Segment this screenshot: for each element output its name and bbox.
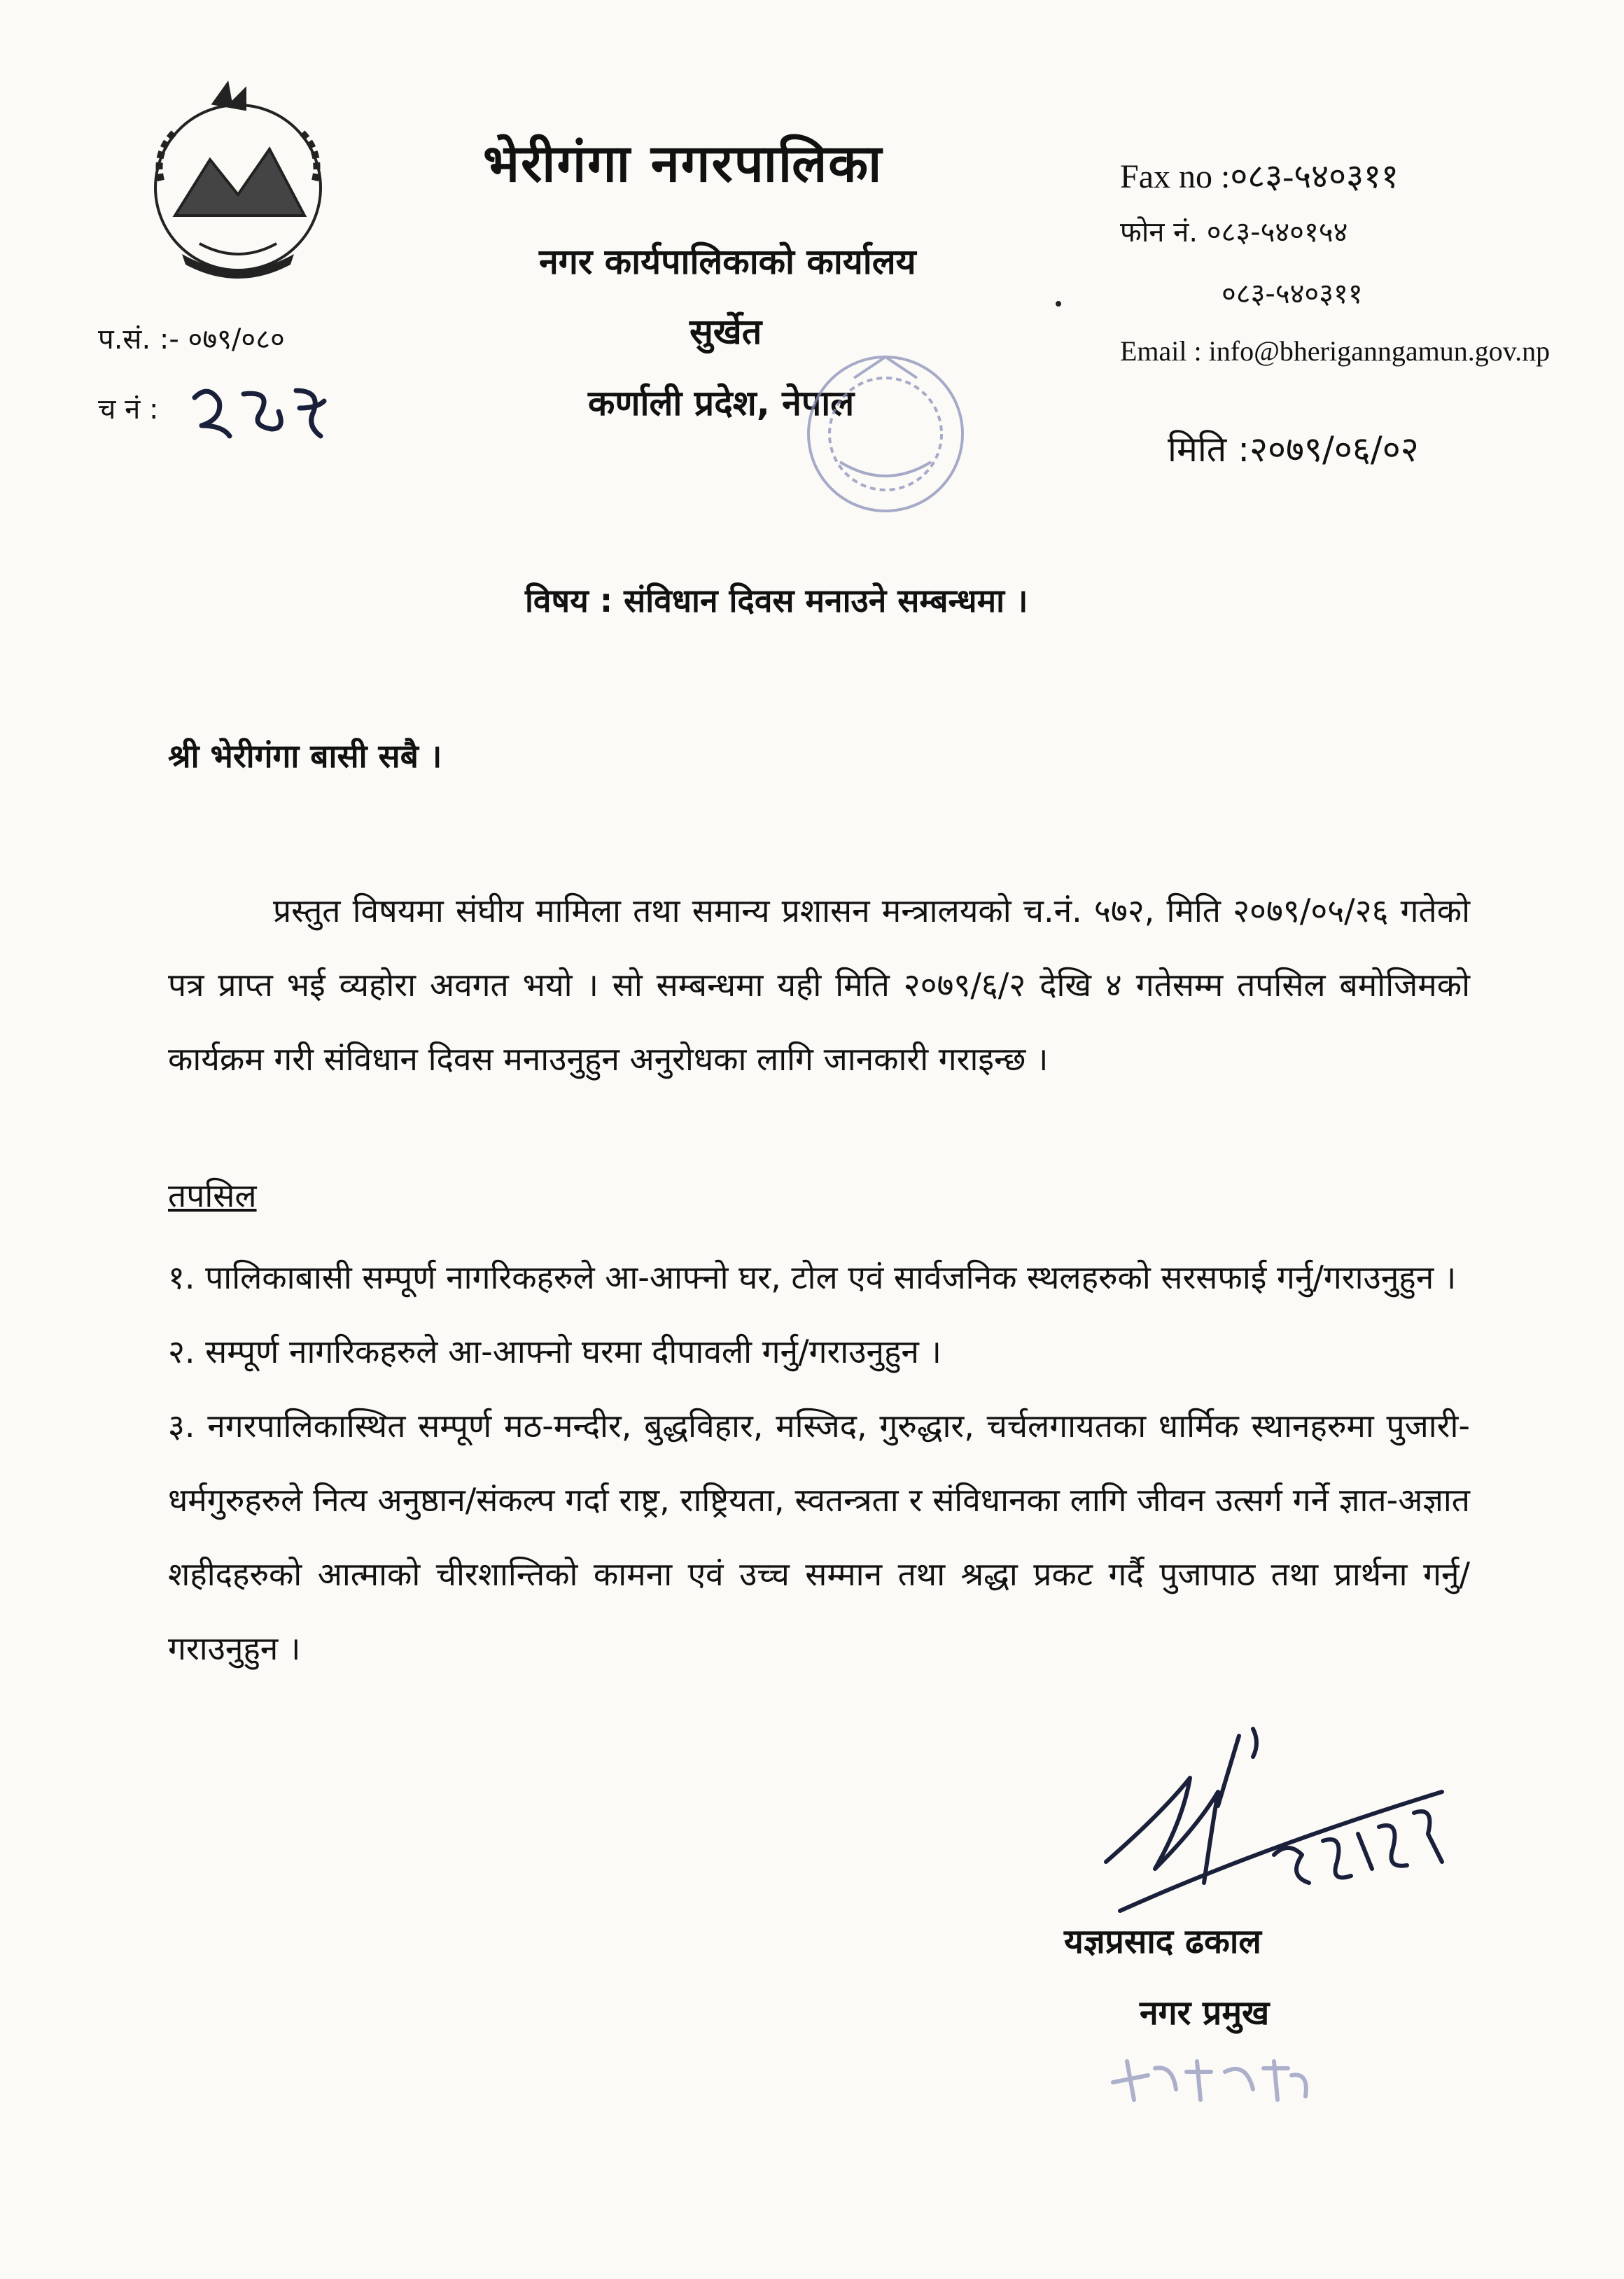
letter-date: मिति :२०७९/०६/०२	[1168, 429, 1419, 470]
email-address: Email : info@bheriganngamun.gov.np	[1120, 335, 1550, 367]
chalani-number-handwritten	[181, 370, 335, 454]
list-item: ३. नगरपालिकास्थित सम्पूर्ण मठ-मन्दीर, बुद्धविहार, मस्जिद, गुरुद्धार, चर्चलगायतका धार्मिक स्थानहरुमा पुजारी-धर्मगुरुहरुले नित्य अनुष्ठान/संकल्प गर्दा राष्ट्र, राष्ट्रियता, स्वतन्त्रता र संविधानका लागि जीवन उत्सर्ग गर्ने ज्ञात-अज्ञात शहीदहरुको आत्माको चीरशान्तिको कामना एवं उच्च सम्मान तथा श्रद्धा प्रकट गर्दै पुजापाठ तथा प्रार्थना गर्नु/गराउनुहुन ।	[168, 1407, 1470, 1667]
tapsil-heading: तपसिल	[168, 1177, 257, 1214]
signer-role: नगर प्रमुख	[1140, 1993, 1270, 2033]
handwritten-signature	[1078, 1708, 1470, 1939]
letter-body: प्रस्तुत विषयमा संघीय मामिला तथा समान्य प्रशासन मन्त्रालयको च.नं. ५७२, मिति २०७९/०५/२६ गतेको पत्र प्राप्त भई व्यहोरा अवगत भयो । सो सम्बन्धमा यही मिति २०७९/६/२ देखि ४ गतेसम्म तपसिल बमोजिमको कार्यक्रम गरी संविधान दिवस मनाउनुहुन अनुरोधका लागि जानकारी गराइन्छ ।	[168, 892, 1470, 1078]
role-stamp-icon	[1106, 2033, 1316, 2110]
ink-dot	[1056, 301, 1061, 307]
list-item: १. पालिकाबासी सम्पूर्ण नागरिकहरुले आ-आफ्नो घर, टोल एवं सार्वजनिक स्थलहरुको सरसफाई गर्नु/गराउनुहुन ।	[168, 1258, 1457, 1296]
fax-number: Fax no :०८३-५४०३११	[1120, 158, 1399, 195]
phone-number-2: ०८३-५४०३११	[1222, 278, 1363, 310]
office-province: कर्णाली प्रदेश, नेपाल	[588, 383, 855, 423]
phone-number-1: फोन नं. ०८३-५४०१५४	[1120, 216, 1348, 248]
patra-sankhya: प.सं. :- ०७९/०८०	[98, 323, 285, 356]
office-name: नगर कार्यपालिकाको कार्यालय	[539, 241, 916, 282]
office-stamp-icon	[770, 336, 1001, 546]
list-item: २. सम्पूर्ण नागरिकहरुले आ-आफ्नो घरमा दीपावली गर्नु/गराउनुहुन ।	[168, 1333, 941, 1370]
organization-title: भेरीगंगा नगरपालिका	[483, 134, 883, 194]
tapsil-list	[168, 1240, 1470, 1685]
signer-name: यज्ञप्रसाद ढकाल	[1064, 1922, 1261, 1961]
chalani-number-label: च नं :	[98, 393, 159, 426]
office-city: सुर्खेत	[690, 311, 762, 352]
letter-subject: विषय : संविधान दिवस मनाउने सम्बन्धमा ।	[525, 582, 1028, 619]
letter-salutation: श्री भेरीगंगा बासी सबै ।	[168, 737, 442, 775]
nepal-emblem-icon	[133, 76, 343, 286]
